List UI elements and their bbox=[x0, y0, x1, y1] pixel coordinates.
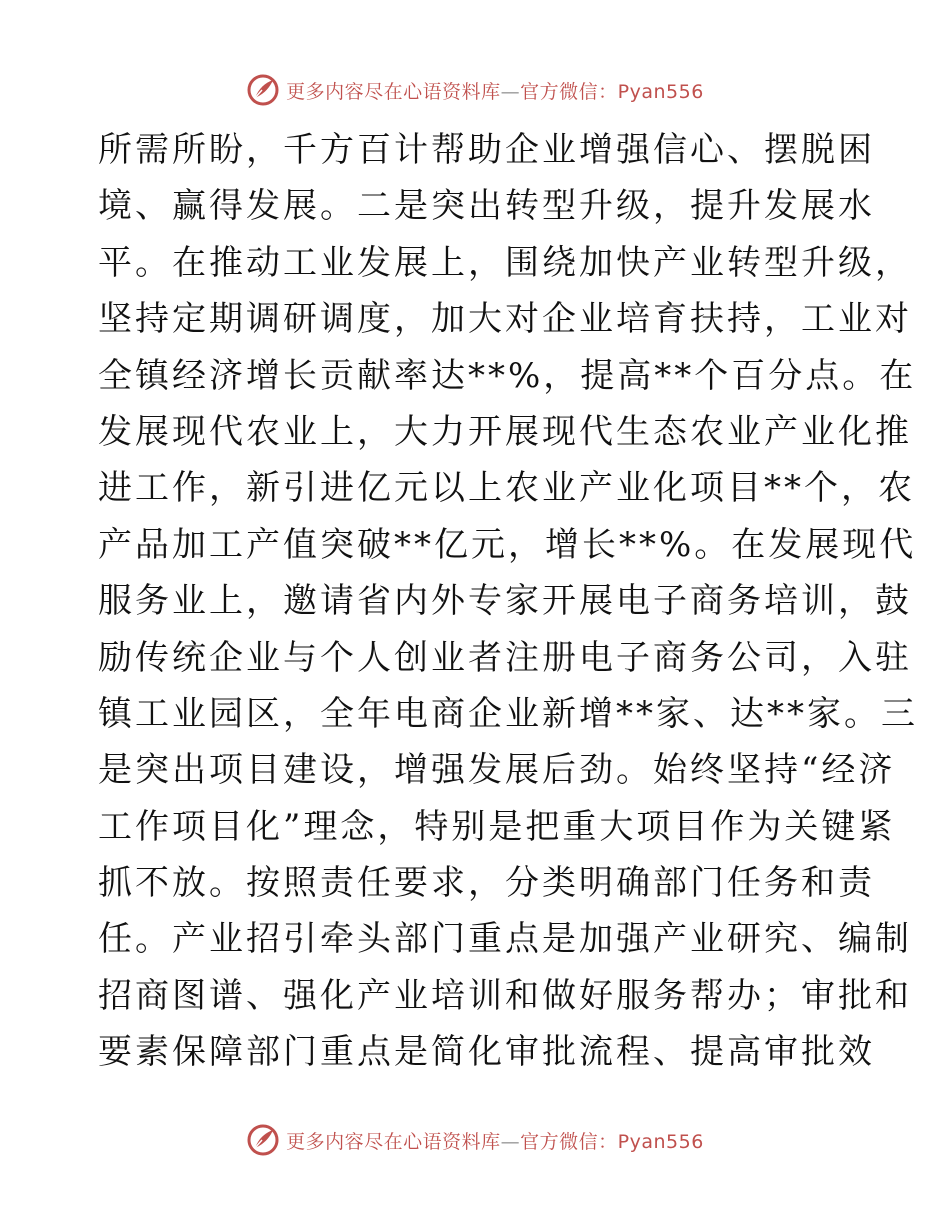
body-line: 进工作，新引进亿元以上农业产业化项目**个，农 bbox=[98, 468, 915, 509]
body-line: 服务业上，邀请省内外专家开展电子商务培训，鼓 bbox=[98, 581, 912, 622]
body-line: 全镇经济增长贡献率达**%，提高**个百分点。在 bbox=[98, 355, 917, 396]
body-line: 产品加工产值突破**亿元，增长**%。在发展现代 bbox=[98, 524, 917, 565]
body-line: 招商图谱、强化产业培训和做好服务帮办；审批和 bbox=[98, 975, 912, 1016]
watermark-wechat: 官方微信：Pyan556 bbox=[520, 80, 704, 103]
body-line: 发展现代农业上，大力开展现代生态农业产业化推 bbox=[98, 411, 912, 452]
body-line: 任。产业招引牵头部门重点是加强产业研究、编制 bbox=[98, 919, 912, 960]
body-line: 工作项目化”理念，特别是把重大项目作为关键紧 bbox=[98, 806, 896, 847]
body-line: 所需所盼，千方百计帮助企业增强信心、摆脱困 bbox=[98, 130, 875, 170]
body-line: 坚持定期调研调度，加大对企业培育扶持，工业对 bbox=[98, 299, 912, 340]
header-watermark bbox=[0, 72, 950, 108]
feather-pen-logo-icon bbox=[246, 1123, 280, 1157]
watermark-separator: — bbox=[500, 80, 521, 103]
feather-pen-logo-icon bbox=[246, 73, 280, 107]
watermark-site-name: 更多内容尽在心语资料库 bbox=[286, 80, 501, 103]
watermark-wechat: 官方微信：Pyan556 bbox=[520, 1130, 704, 1153]
watermark-site-name: 更多内容尽在心语资料库 bbox=[286, 1130, 501, 1153]
body-line: 镇工业园区，全年电商企业新增**家、达**家。三 bbox=[98, 693, 918, 734]
body-line: 是突出项目建设，增强发展后劲。始终坚持“经济 bbox=[98, 750, 896, 791]
body-line: 平。在推动工业发展上，围绕加快产业转型升级， bbox=[98, 242, 912, 283]
body-line: 抓不放。按照责任要求，分类明确部门任务和责 bbox=[98, 863, 875, 904]
document-body bbox=[98, 122, 918, 1081]
body-line: 要素保障部门重点是简化审批流程、提高审批效 bbox=[98, 1032, 875, 1073]
footer-watermark bbox=[0, 1122, 950, 1158]
watermark-separator: — bbox=[500, 1130, 521, 1153]
body-line: 励传统企业与个人创业者注册电子商务公司，入驻 bbox=[98, 637, 912, 678]
body-line: 境、赢得发展。二是突出转型升级，提升发展水 bbox=[98, 186, 875, 227]
